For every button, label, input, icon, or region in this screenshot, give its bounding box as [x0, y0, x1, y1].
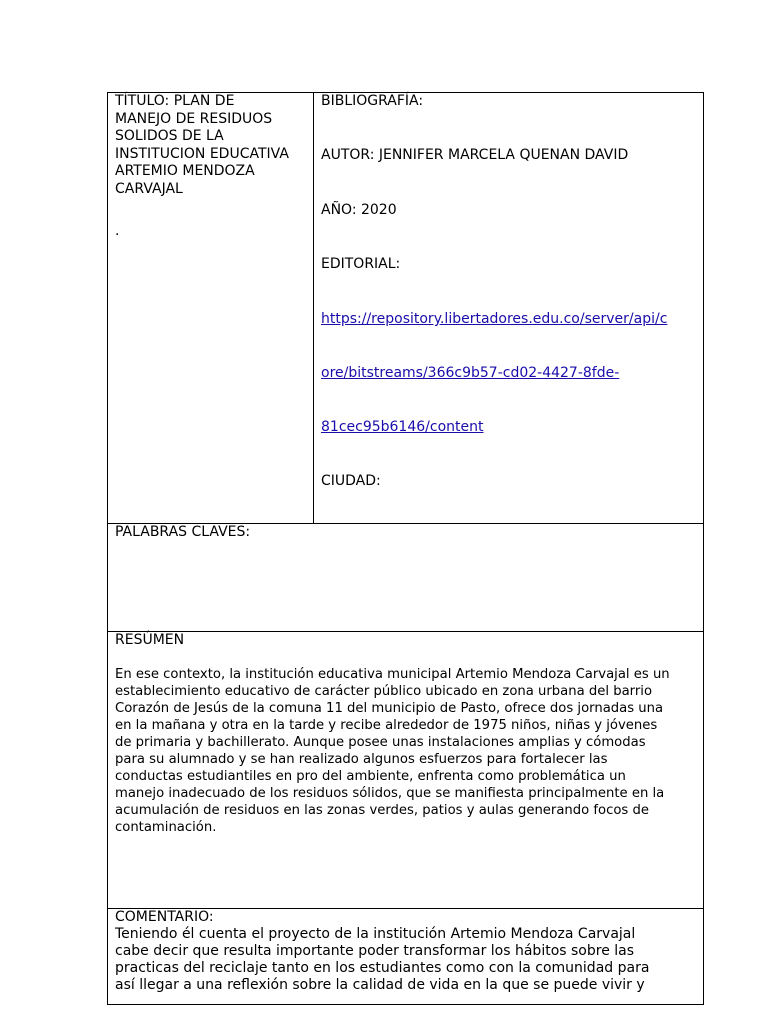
summary-line: En ese contexto, la institución educativa municipal Artemio Mendoza Carvajal es un [115, 667, 670, 682]
comment-line: Teniendo él cuenta el proyecto de la institución Artemio Mendoza Carvajal [115, 926, 636, 942]
comment-line: cabe decir que resulta importante poder transformar los hábitos sobre las [115, 943, 635, 959]
title-line: ARTEMIO MENDOZA [115, 163, 255, 179]
summary-line: de primaria y bachillerato. Aunque posee unas instalaciones amplias y cómodas [115, 735, 646, 750]
title-line: TÍTULO: PLAN DE [115, 93, 235, 109]
title-line: SOLIDOS DE LA [115, 128, 224, 144]
comment-line: practicas del reciclaje tanto en los estudiantes como con la comunidad para [115, 960, 650, 976]
summary-line: contaminación. [115, 820, 217, 835]
bibliography-label: BIBLIOGRAFÍA: [321, 93, 424, 109]
title-dot: . [115, 223, 120, 239]
comment-text [115, 926, 700, 994]
document-title [115, 93, 307, 198]
summary-line: para su alumnado y se han realizado algunos esfuerzos para fortalecer las [115, 752, 608, 767]
summary-line: en la mañana y otra en la tarde y recibe alrededor de 1975 niños, niñas y jóvenes [115, 718, 658, 733]
title-line: INSTITUCION EDUCATIVA [115, 145, 289, 162]
keywords-label: PALABRAS CLAVES: [115, 524, 251, 540]
summary-label: RESÚMEN [115, 632, 185, 648]
author-field: AUTOR: JENNIFER MARCELA QUENAN DAVID [321, 147, 629, 163]
year-field: AÑO: 2020 [321, 202, 397, 218]
editorial-field: EDITORIAL: [321, 256, 401, 272]
title-line: MANEJO DE RESIDUOS [115, 110, 273, 127]
source-url-link[interactable]: https://repository.libertadores.edu.co/server/api/c [321, 311, 668, 327]
comment-row [108, 909, 703, 1004]
summary-line: Corazón de Jesús de la comuna 11 del municipio de Pasto, ofrece dos jornadas una [115, 701, 664, 716]
title-cell [108, 93, 314, 523]
summary-line: conductas estudiantiles en pro del ambiente, enfrenta como problemática un [115, 769, 626, 784]
header-row [108, 93, 703, 524]
source-url-link[interactable]: ore/bitstreams/366c9b57-cd02-4427-8fde- [321, 365, 620, 381]
source-url-line-2[interactable] [321, 365, 619, 382]
city-field: CIUDAD: [321, 473, 381, 489]
source-url-line-3[interactable] [321, 419, 483, 436]
source-url-line-1[interactable] [321, 311, 667, 328]
comment-line: así llegar a una reflexión sobre la calidad de vida en la que se puede vivir y [115, 977, 645, 993]
title-line: CARVAJAL [115, 180, 183, 197]
bibliography-cell [314, 93, 703, 523]
summary-line: acumulación de residuos en las zonas verdes, patios y aulas generando focos de [115, 803, 649, 818]
source-url-link[interactable]: 81cec95b6146/content [321, 419, 484, 435]
summary-line: establecimiento educativo de carácter público ubicado en zona urbana del barrio [115, 684, 653, 699]
keywords-row [108, 524, 703, 632]
summary-line: manejo inadecuado de los residuos sólidos, que se manifiesta principalmente en la [115, 786, 665, 801]
comment-label: COMENTARIO: [115, 909, 214, 925]
summary-row [108, 632, 703, 909]
summary-text [115, 666, 700, 836]
bibliographic-record-table [107, 92, 704, 1005]
